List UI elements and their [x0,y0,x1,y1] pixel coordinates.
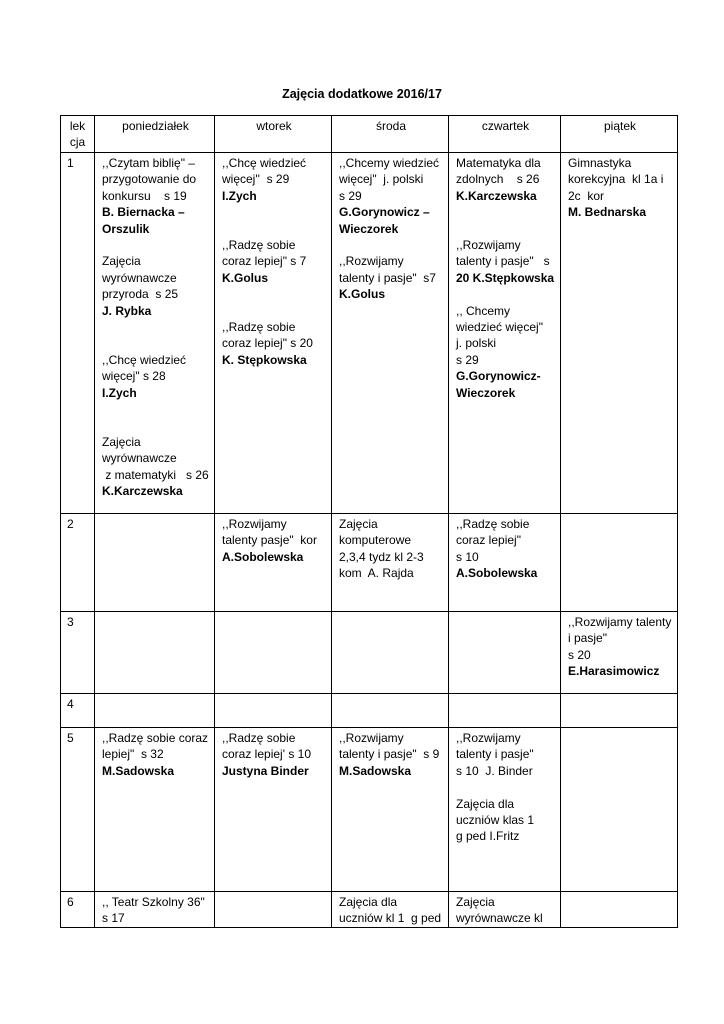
activity-line: ,,Radzę sobie [222,731,296,745]
activity-line [456,286,555,302]
cell-monday [95,612,215,694]
cell-tuesday [215,612,332,694]
activity-line [102,237,209,253]
activity-line: ,,Rozwijamy [339,254,404,269]
activity-line: wyrównawcze kl [456,911,543,926]
cell-friday [561,153,678,514]
cell-wednesday [332,153,449,514]
activity-line: wiedzieć więcej" [456,320,543,335]
activity-line: I.Zych [222,188,257,203]
activity-line: uczniów klas 1 [456,813,535,828]
cell-thursday [449,694,561,728]
activity-line: M.Sadowska [102,763,175,778]
activity-line: K.Golus [339,287,386,302]
activity-line: B. Biernacka – [102,205,185,220]
activity-line: przygotowanie do [102,172,197,187]
activity-line: ,,Chcę wiedzieć [102,352,187,367]
schedule-row [61,153,678,514]
cell-wednesday [332,514,449,612]
activity-line: K.Karczewska [456,188,537,203]
activity-line: coraz lepiej" [456,533,521,548]
activity-line: coraz lepiej' s 10 [222,747,312,762]
activity-line: ,,Radzę sobie [222,320,296,334]
activity-line: Zajęcia dla [339,895,398,909]
activity-line: coraz lepiej" s 7 [222,254,307,269]
cell-thursday [449,153,561,514]
schedule-row [61,514,678,612]
activity-line: Wieczorek [456,385,516,400]
activity-line: K.Karczewska [102,484,183,499]
cell-friday [561,728,678,892]
activity-line: coraz lepiej" s 20 [222,336,313,351]
activity-line [339,237,443,253]
activity-line [222,303,326,319]
lesson-number: 2 [61,514,95,612]
cell-friday [561,514,678,612]
cell-monday [95,728,215,892]
activity-line [456,204,555,220]
activity-line: K.Golus [222,270,269,285]
activity-line: z matematyki s 26 [102,467,209,482]
activity-line: więcej" j. polski [339,172,424,187]
cell-tuesday [215,153,332,514]
activity-line [456,221,555,237]
activity-line: j. polski [456,336,497,351]
header-tuesday: wtorek [215,116,332,153]
activity-line: talenty i pasje" s 9 [339,747,440,762]
activity-line: talenty i pasje" s [456,254,550,269]
activity-line: Zajęcia [102,434,141,449]
header-friday: piątek [561,116,678,153]
activity-line: lepiej" s 32 [102,747,164,762]
activity-line: G.Gorynowicz – [339,205,430,220]
activity-line: Wieczorek [339,221,399,236]
cell-wednesday [332,612,449,694]
schedule-body [61,153,678,928]
activity-line: więcej" s 28 [102,369,166,384]
activity-line: uczniów kl 1 g ped [339,911,442,926]
cell-monday [95,153,215,514]
header-lesson-line: lek cja [69,119,86,150]
lesson-number: 4 [61,694,95,728]
activity-line: ,,Rozwijamy [222,517,287,531]
cell-tuesday [215,892,332,928]
activity-line: Zajęcia [456,895,495,909]
cell-friday [561,892,678,928]
schedule-row [61,694,678,728]
activity-line: talenty pasje" kor [222,533,317,548]
activity-line: I.Zych [102,385,137,400]
activity-line [222,221,326,237]
activity-line: ,,Radzę sobie [222,238,296,252]
cell-wednesday [332,892,449,928]
activity-line: korekcyjna kl 1a i [568,172,664,187]
activity-line: g ped I.Fritz [456,829,520,844]
activity-line: ,, Chcemy [456,303,511,318]
schedule-row [61,728,678,892]
activity-line: 2c kor [568,188,605,203]
activity-line: zdolnych s 26 [456,172,540,187]
schedule-row [61,612,678,694]
activity-line: talenty i pasje" s7 [339,270,436,285]
activity-line: i pasje" [568,631,607,646]
activity-line: s 20 [568,647,591,662]
activity-line: ,,Radzę sobie coraz [102,731,209,745]
cell-tuesday [215,728,332,892]
activity-line: ,,Rozwijamy [456,238,521,252]
cell-thursday [449,514,561,612]
activity-line: ,,Radzę sobie [456,517,530,531]
activity-line: E.Harasimowicz [568,664,660,679]
activity-line: Zajęcia dla [456,796,515,811]
activity-line [102,335,209,351]
activity-line: Zajęcia [102,254,141,269]
activity-line: przyroda s 25 [102,287,179,302]
activity-line: Orszulik [102,221,150,236]
activity-line: 2,3,4 tydz kl 2-3 [339,549,424,564]
activity-line: ,,Chcemy wiedzieć [339,156,440,170]
cell-thursday [449,892,561,928]
header-thursday: czwartek [449,116,561,153]
page-title: Zajęcia dodatkowe 2016/17 [282,87,442,101]
cell-monday [95,694,215,728]
activity-line [456,779,555,795]
cell-thursday [449,612,561,694]
activity-line: A.Sobolewska [456,566,538,581]
activity-line: Matematyka dla [456,156,541,170]
lesson-number: 3 [61,612,95,694]
activity-line: s 10 J. Binder [456,763,533,778]
activity-line: komputerowe [339,533,412,548]
cell-monday [95,514,215,612]
schedule-row [61,892,678,928]
cell-friday [561,694,678,728]
cell-wednesday [332,728,449,892]
header-row [61,116,678,153]
activity-line: ,, Teatr Szkolny 36" [102,895,205,909]
activity-line: J. Rybka [102,303,152,318]
activity-line: s 29 [456,352,479,367]
activity-line: ,,Rozwijamy [339,731,404,745]
header-lesson [61,116,95,153]
activity-line: ,,Rozwijamy talenty [568,615,672,629]
activity-line: konkursu s 19 [102,188,187,203]
schedule-table [60,115,678,928]
activity-line: talenty i pasje" [456,747,534,762]
activity-line: s 17 [102,911,125,926]
activity-line: s 29 [339,188,362,203]
activity-line: 20 K.Stępkowska [456,270,555,285]
cell-tuesday [215,514,332,612]
cell-monday [95,892,215,928]
activity-line [222,204,326,220]
cell-wednesday [332,694,449,728]
activity-line: K. Stępkowska [222,352,307,367]
activity-line: M. Bednarska [568,205,647,220]
header-monday: poniedziałek [95,116,215,153]
activity-line [102,417,209,433]
header-wednesday: środa [332,116,449,153]
activity-line: wyrównawcze [102,451,177,466]
cell-thursday [449,728,561,892]
lesson-number: 6 [61,892,95,928]
activity-line: M.Sadowska [339,763,412,778]
cell-tuesday [215,694,332,728]
activity-line: więcej'' s 29 [222,172,290,187]
cell-friday [561,612,678,694]
lesson-number: 1 [61,153,95,514]
lesson-number: 5 [61,728,95,892]
activity-line: wyrównawcze [102,270,177,285]
activity-line [102,401,209,417]
activity-line: kom A. Rajda [339,566,414,581]
activity-line: ,,Chcę wiedzieć [222,156,307,170]
activity-line: Zajęcia [339,517,378,531]
activity-line: Gimnastyka [568,156,632,170]
activity-line: s 10 [456,549,479,564]
activity-line [222,286,326,302]
activity-line: ,,Rozwijamy [456,731,521,745]
activity-line [102,319,209,335]
activity-line: G.Gorynowicz- [456,369,541,384]
activity-line: ,,Czytam biblię" – [102,156,195,170]
activity-line: Justyna Binder [222,763,309,778]
activity-line: A.Sobolewska [222,549,304,564]
